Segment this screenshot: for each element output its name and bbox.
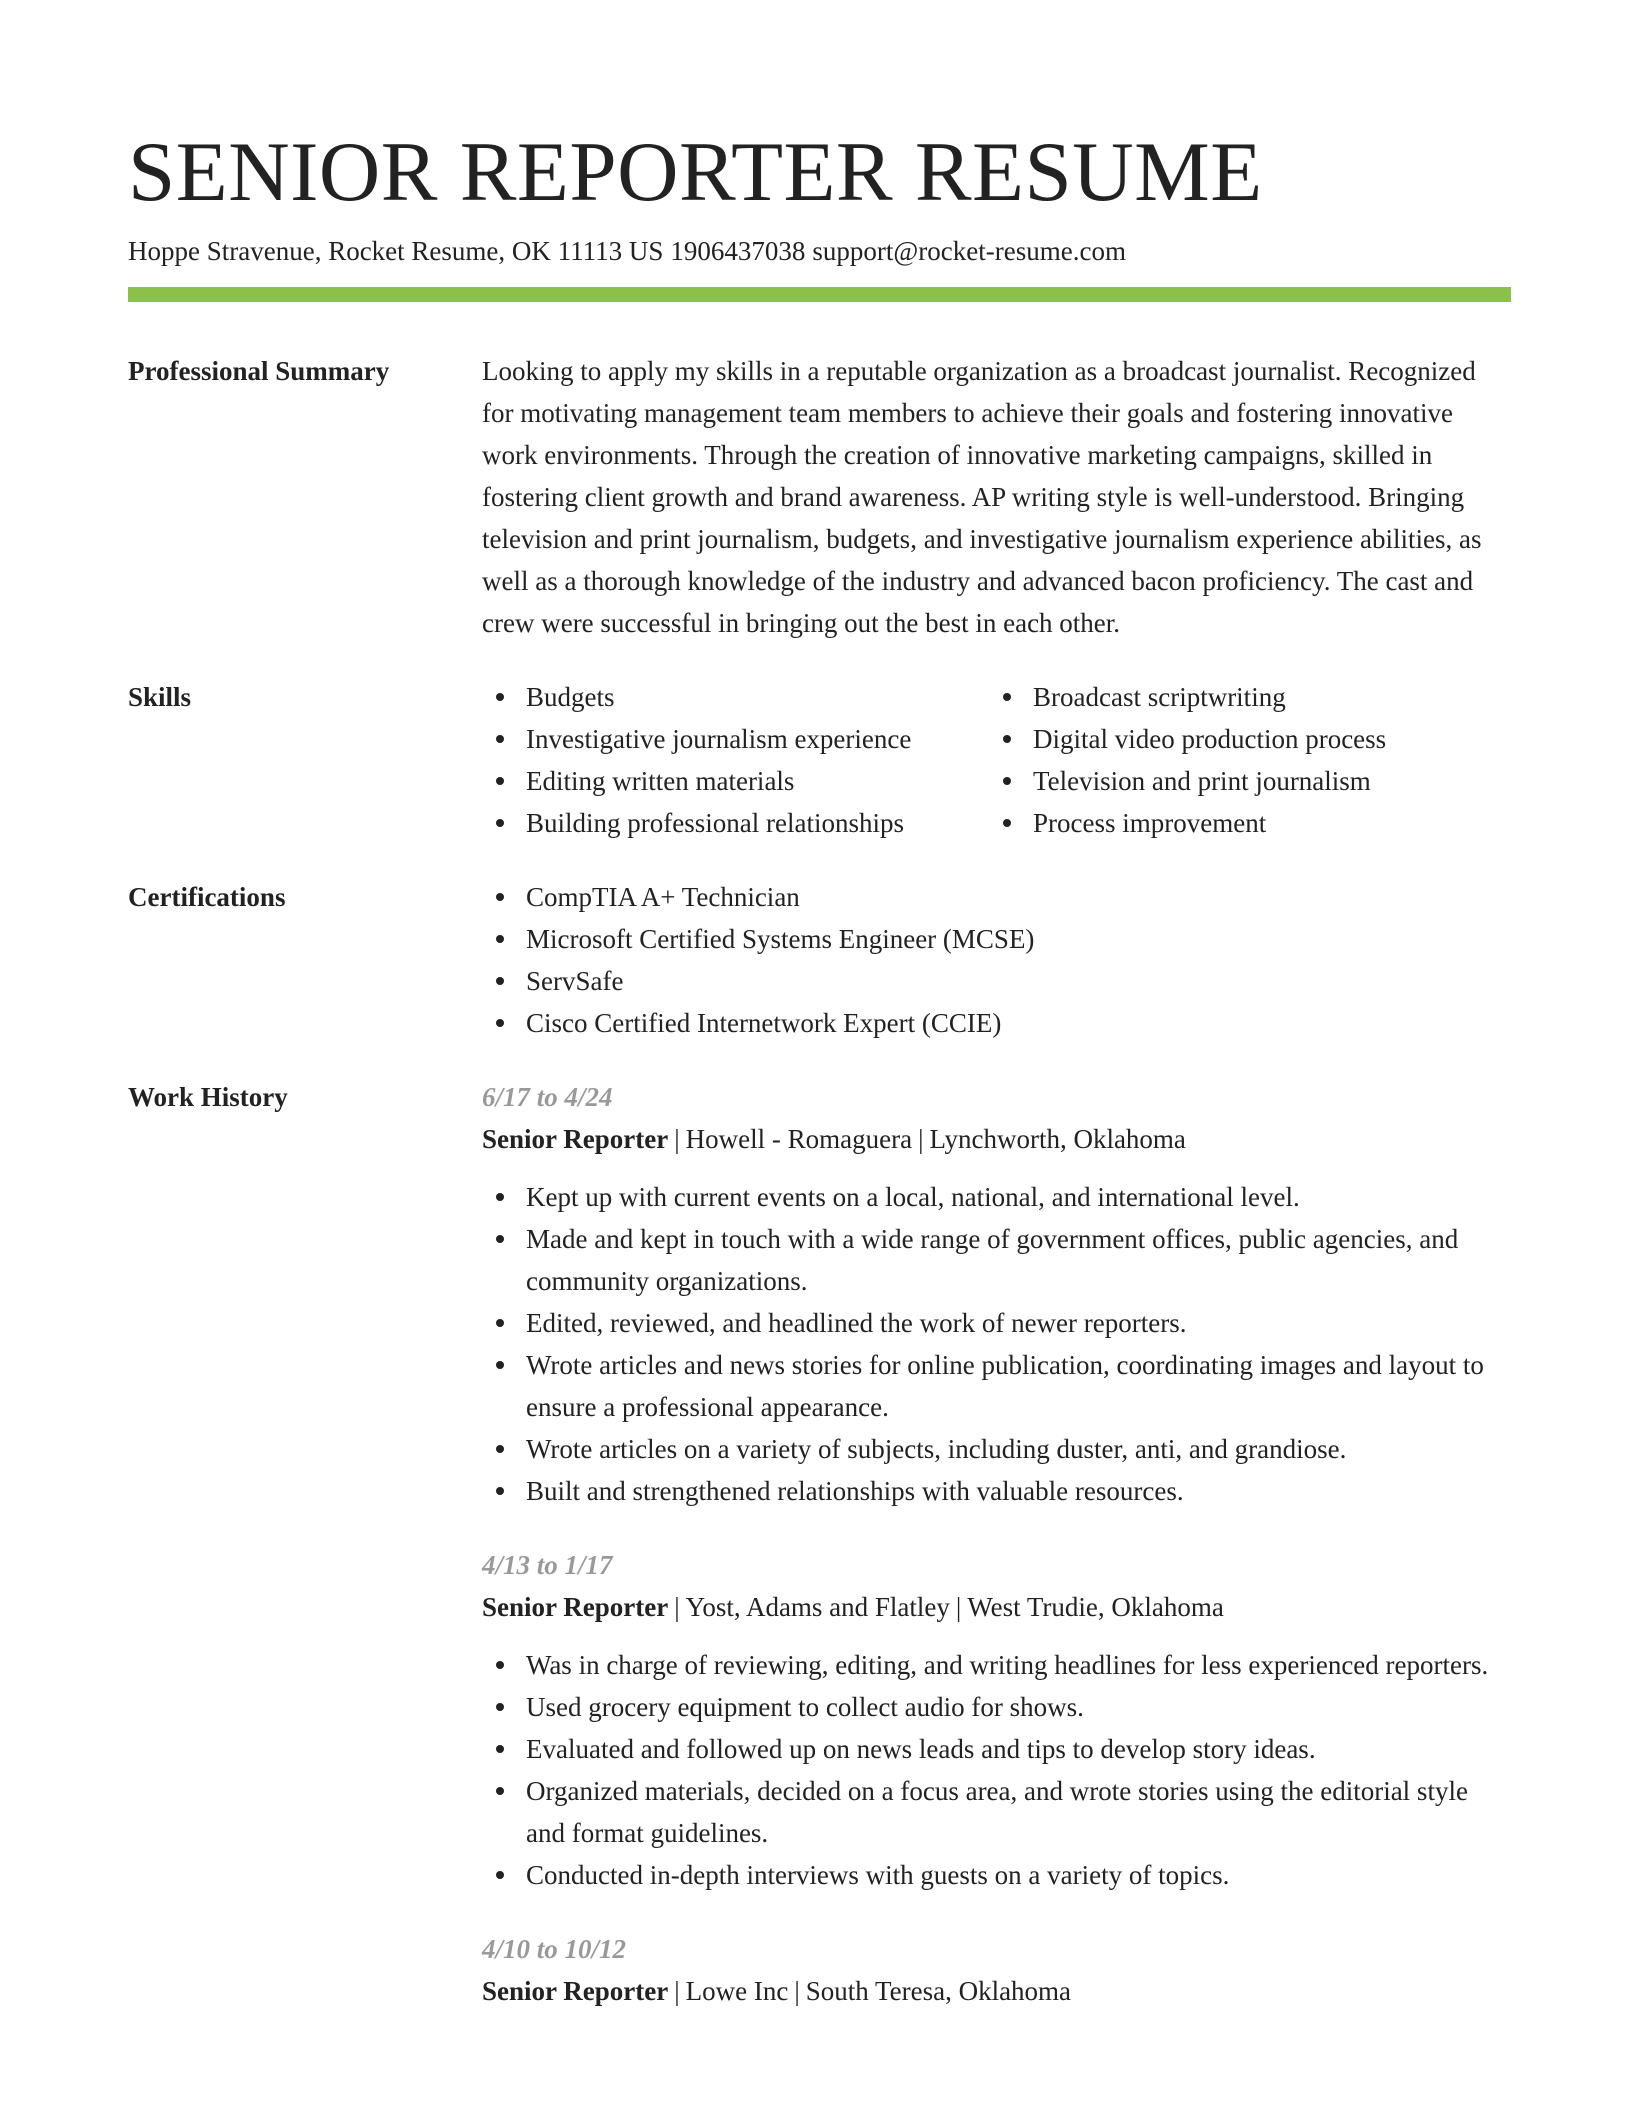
list-item: Conducted in-depth interviews with guests on a variety of topics. bbox=[482, 1854, 1511, 1896]
summary-body bbox=[482, 350, 1511, 644]
job-dates: 4/10 to 10/12 bbox=[482, 1934, 627, 1964]
job-heading bbox=[482, 1118, 1511, 1160]
list-item: Edited, reviewed, and headlined the work of newer reporters. bbox=[482, 1302, 1511, 1344]
separator: | bbox=[918, 1124, 924, 1154]
job-company: Yost, Adams and Flatley bbox=[685, 1592, 950, 1622]
certifications-list bbox=[482, 876, 1511, 1044]
list-item: Broadcast scriptwriting bbox=[989, 676, 1496, 718]
job-entry bbox=[482, 1544, 1511, 1896]
list-item: CompTIA A+ Technician bbox=[482, 876, 1511, 918]
list-item: Wrote articles and news stories for online publication, coordinating images and layout to ensure a professional appearance. bbox=[482, 1344, 1511, 1428]
job-entry bbox=[482, 1928, 1511, 2012]
contact-email: support@rocket-resume.com bbox=[812, 236, 1126, 266]
separator: | bbox=[955, 1592, 962, 1622]
section-skills bbox=[128, 676, 1511, 844]
job-company: Howell - Romaguera bbox=[685, 1124, 913, 1154]
list-item: Organized materials, decided on a focus area, and wrote stories using the editorial style and format guidelines. bbox=[482, 1770, 1511, 1854]
list-item: Building professional relationships bbox=[482, 802, 989, 844]
job-location: South Teresa, Oklahoma bbox=[805, 1976, 1072, 2006]
skills-body bbox=[482, 676, 1511, 844]
job-entry bbox=[482, 1076, 1511, 1512]
list-item: Editing written materials bbox=[482, 760, 989, 802]
certifications-body bbox=[482, 876, 1511, 1044]
list-item: Budgets bbox=[482, 676, 989, 718]
separator: | bbox=[674, 1976, 680, 2006]
contact-line bbox=[128, 233, 1126, 269]
contact-address: Hoppe Stravenue, Rocket Resume, OK 11113 US bbox=[128, 236, 664, 266]
section-label: Skills bbox=[128, 682, 192, 712]
list-item: Was in charge of reviewing, editing, and writing headlines for less experienced reporters. bbox=[482, 1644, 1511, 1686]
list-item: Made and kept in touch with a wide range of government offices, public agencies, and community organizations. bbox=[482, 1218, 1511, 1302]
separator: | bbox=[794, 1976, 800, 2006]
skills-list-left bbox=[482, 676, 989, 844]
list-item: Microsoft Certified Systems Engineer (MCSE) bbox=[482, 918, 1511, 960]
section-certifications bbox=[128, 876, 1511, 1044]
job-heading bbox=[482, 1970, 1511, 2012]
separator: | bbox=[674, 1592, 680, 1622]
resume-title: SENIOR REPORTER RESUME bbox=[128, 125, 1263, 219]
job-title: Senior Reporter bbox=[482, 1976, 669, 2006]
list-item: Built and strengthened relationships with valuable resources. bbox=[482, 1470, 1511, 1512]
list-item: Wrote articles on a variety of subjects, including duster, anti, and grandiose. bbox=[482, 1428, 1511, 1470]
job-location: Lynchworth, Oklahoma bbox=[929, 1124, 1186, 1154]
contact-phone: 1906437038 bbox=[670, 236, 806, 266]
separator: | bbox=[674, 1124, 680, 1154]
list-item: Used grocery equipment to collect audio for shows. bbox=[482, 1686, 1511, 1728]
skills-list-right bbox=[989, 676, 1496, 844]
header-divider bbox=[128, 287, 1511, 302]
list-item: Evaluated and followed up on news leads and tips to develop story ideas. bbox=[482, 1728, 1511, 1770]
job-bullets bbox=[482, 1644, 1511, 1896]
job-title: Senior Reporter bbox=[482, 1124, 669, 1154]
job-heading bbox=[482, 1586, 1511, 1628]
list-item: Investigative journalism experience bbox=[482, 718, 989, 760]
section-label: Professional Summary bbox=[128, 356, 390, 386]
job-dates: 6/17 to 4/24 bbox=[482, 1082, 613, 1112]
job-bullets bbox=[482, 1176, 1511, 1512]
section-professional-summary bbox=[128, 350, 1511, 644]
section-work-history bbox=[128, 1076, 1511, 2028]
list-item: ServSafe bbox=[482, 960, 1511, 1002]
job-dates: 4/13 to 1/17 bbox=[482, 1550, 613, 1580]
job-title: Senior Reporter bbox=[482, 1592, 669, 1622]
section-label: Work History bbox=[128, 1082, 288, 1112]
section-label: Certifications bbox=[128, 882, 286, 912]
list-item: Process improvement bbox=[989, 802, 1496, 844]
resume-sections bbox=[128, 350, 1511, 2060]
list-item: Television and print journalism bbox=[989, 760, 1496, 802]
list-item: Kept up with current events on a local, national, and international level. bbox=[482, 1176, 1511, 1218]
job-location: West Trudie, Oklahoma bbox=[967, 1592, 1224, 1622]
work-history-body bbox=[482, 1076, 1511, 2028]
list-item: Cisco Certified Internetwork Expert (CCIE) bbox=[482, 1002, 1511, 1044]
summary-text: Looking to apply my skills in a reputable organization as a broadcast journalist. Recognized for motivating management team members to achieve their goals and fostering innovative work environments. Through the creation of innovative marketing campaigns, skilled in fostering client growth and brand awareness. AP writing style is well-understood. Bringing television and print journalism, budgets, and investigative journalism experience abilities, as well as a thorough knowledge of the industry and advanced bacon proficiency. The cast and crew were successful in bringing out the best in each other. bbox=[482, 356, 1482, 638]
list-item: Digital video production process bbox=[989, 718, 1496, 760]
job-company: Lowe Inc bbox=[685, 1976, 789, 2006]
skills-grid bbox=[482, 676, 1511, 844]
